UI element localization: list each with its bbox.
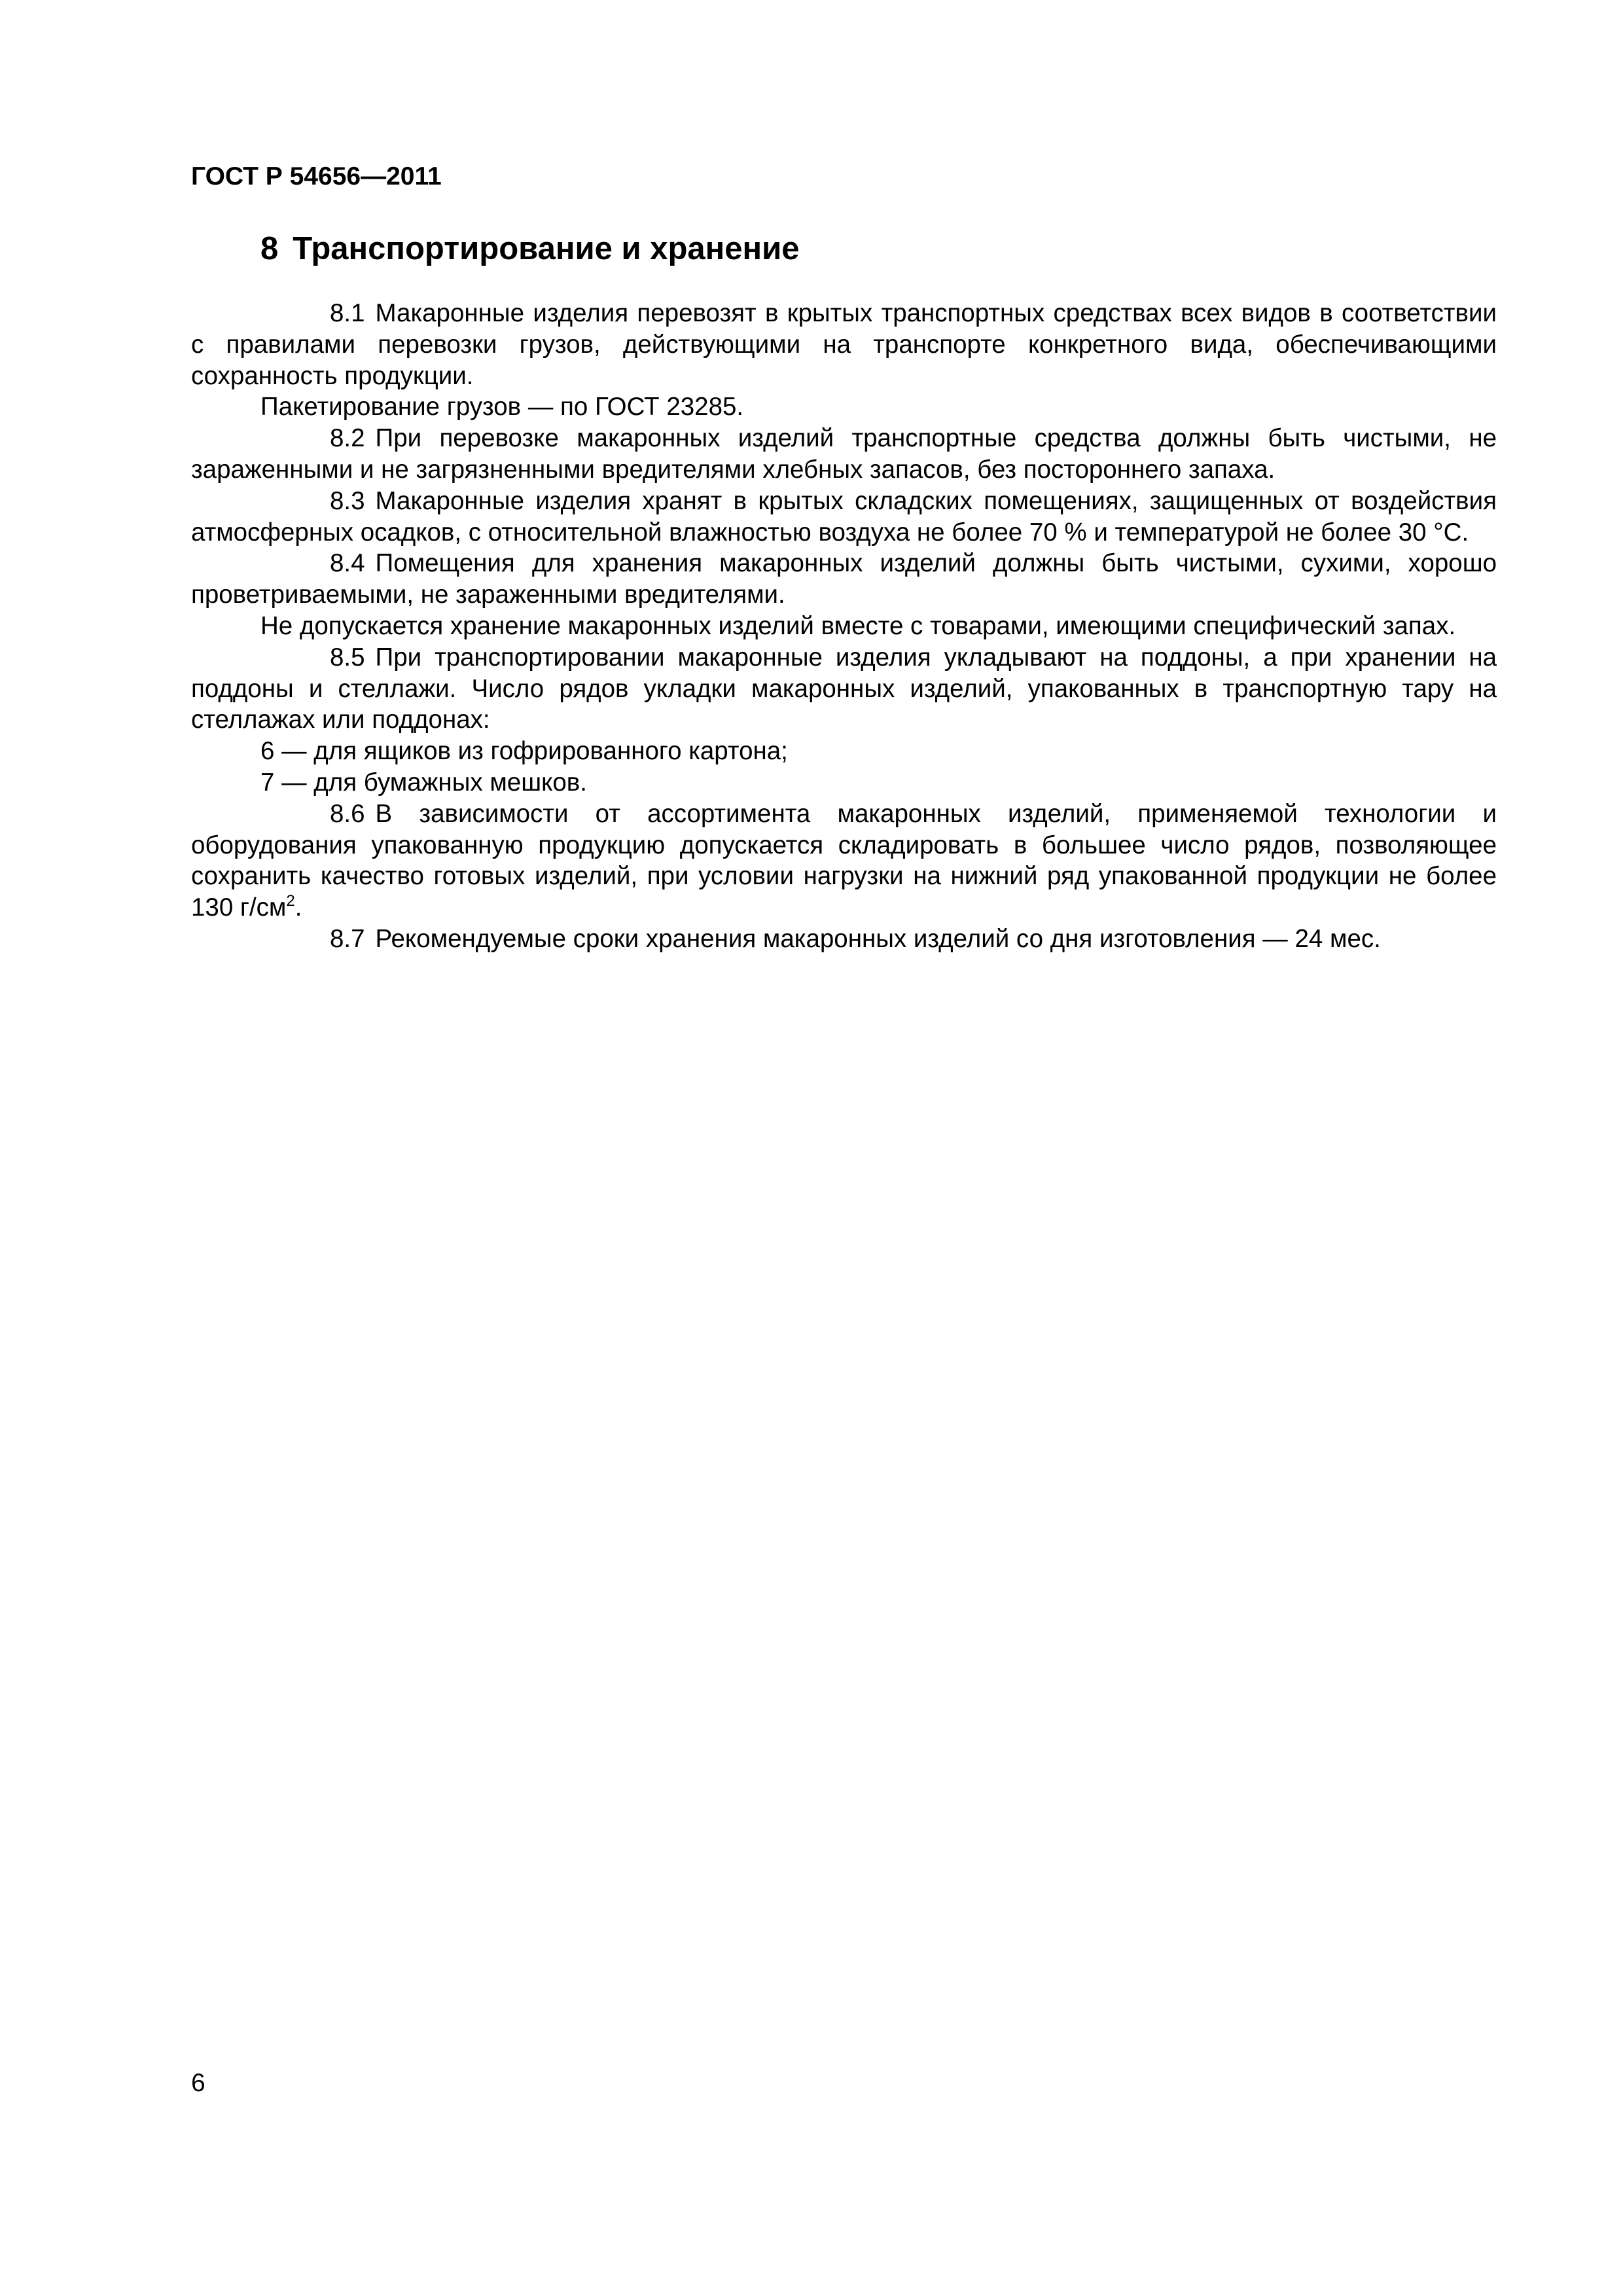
paragraph-number: 8.1 (330, 299, 365, 327)
paragraph-8-2 (191, 423, 1497, 486)
paragraph-text: Не допускается хранение макаронных изделий вместе с товарами, имеющими специфический запах. (260, 611, 1456, 640)
superscript-exponent: 2 (286, 892, 295, 910)
paragraph-number: 8.6 (330, 799, 365, 828)
paragraph-packaging (191, 391, 1497, 423)
paragraph-number: 8.7 (330, 924, 365, 953)
paragraph-text: Рекомендуемые сроки хранения макаронных изделий со дня изготовления — 24 мес. (375, 924, 1381, 953)
paragraph-text: Макаронные изделия хранят в крытых складских помещениях, защищенных от воздействия атмосферных осадков, с относительной влажностью воздуха не более 70 % и температурой не более 30 °С. (191, 486, 1497, 547)
list-item-bags (191, 767, 1497, 798)
document-header: ГОСТ Р 54656—2011 (191, 162, 442, 190)
page-number: 6 (191, 2069, 205, 2097)
list-item-boxes (191, 736, 1497, 767)
paragraph-number: 8.4 (330, 549, 365, 578)
paragraph-text: В зависимости от ассортимента макаронных изделий, применяемой технологии и оборудования упакованную продукцию допускается складировать в большее число рядов, позволяющее сохранить качество готовых изделий, при условии нагрузки на нижний ряд упакованной продукции не более 130 г/см (191, 799, 1497, 922)
paragraph-text: Помещения для хранения макаронных изделий должны быть чистыми, сухими, хорошо проветриваемыми, не зараженными вредителями. (191, 549, 1497, 609)
paragraph-number: 8.2 (330, 424, 365, 453)
section-body (191, 298, 1497, 955)
paragraph-8-5 (191, 642, 1497, 736)
paragraph-text: Макаронные изделия перевозят в крытых транспортных средствах всех видов в соответствии с правилами перевозки грузов, действующими на транспорте конкретного вида, обеспечивающими сохранность продукции. (191, 299, 1497, 390)
paragraph-text: Пакетирование грузов — по ГОСТ 23285. (260, 393, 744, 422)
section-heading (260, 228, 799, 270)
paragraph-tail: . (294, 893, 302, 922)
paragraph-8-6 (191, 798, 1497, 924)
paragraph-8-1 (191, 298, 1497, 391)
section-title-text: Транспортирование и хранение (293, 231, 800, 266)
list-item-text: 7 — для бумажных мешков. (260, 768, 587, 797)
section-number: 8 (260, 231, 279, 266)
list-item-text: 6 — для ящиков из гофрированного картона; (260, 737, 788, 766)
paragraph-text: При перевозке макаронных изделий транспортные средства должны быть чистыми, не зараженными и не загрязненными вредителями хлебных запасов, без постороннего запаха. (191, 424, 1497, 484)
paragraph-storage-restriction (191, 611, 1497, 642)
paragraph-number: 8.3 (330, 486, 365, 515)
paragraph-text: При транспортировании макаронные изделия укладывают на поддоны, а при хранении на поддоны и стеллажи. Число рядов укладки макаронных изделий, упакованных в транспортную тару на стеллажах или поддонах: (191, 643, 1497, 734)
paragraph-8-3 (191, 486, 1497, 548)
paragraph-8-7 (191, 924, 1497, 955)
paragraph-number: 8.5 (330, 643, 365, 672)
paragraph-8-4 (191, 548, 1497, 611)
